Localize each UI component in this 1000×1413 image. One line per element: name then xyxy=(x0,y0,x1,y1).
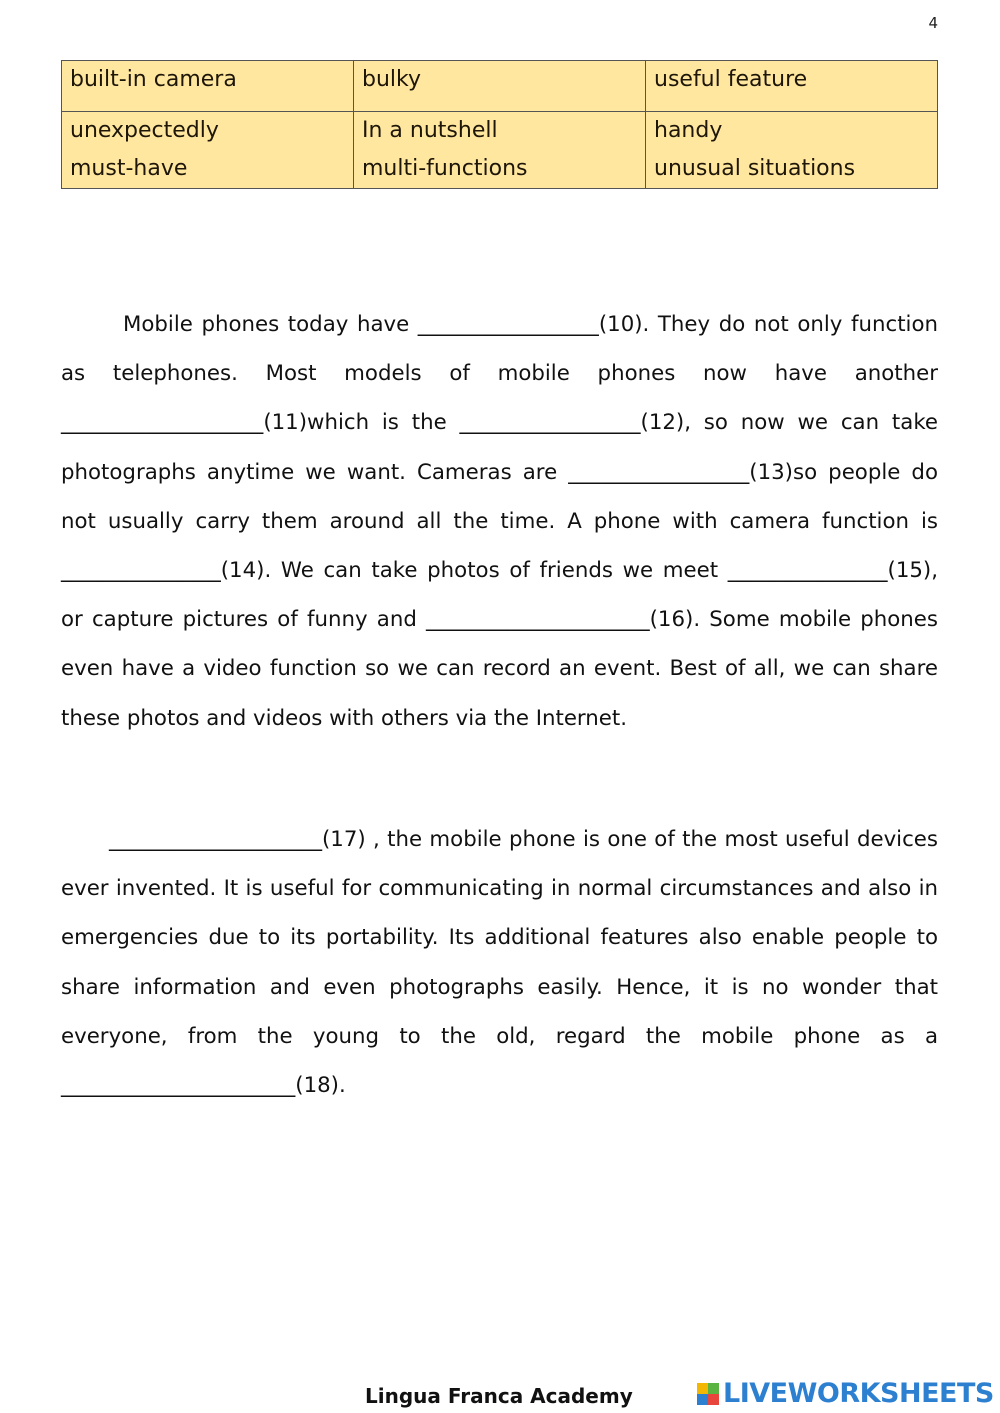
word-box-cell xyxy=(646,61,938,112)
word-box-word: built-in camera xyxy=(70,67,237,92)
word-box-word: multi-functions xyxy=(362,156,528,181)
word-box-word: bulky xyxy=(362,67,421,92)
word-box-cell xyxy=(354,61,646,112)
passage-paragraph-2 xyxy=(61,815,938,1110)
word-box-word: unusual situations xyxy=(654,156,856,181)
footer-academy-name: Lingua Franca Academy xyxy=(365,1384,633,1408)
word-box-cell xyxy=(354,112,646,189)
word-box-word: useful feature xyxy=(654,67,808,92)
word-box-row xyxy=(62,61,938,112)
word-box-word: unexpectedly xyxy=(70,118,219,143)
word-box-word: handy xyxy=(654,118,723,143)
page-number: 4 xyxy=(928,14,938,32)
logo-square xyxy=(708,1383,719,1394)
word-box-cell xyxy=(62,112,354,189)
word-box-cell xyxy=(62,61,354,112)
word-box-word: must-have xyxy=(70,156,188,181)
liveworksheets-brand[interactable] xyxy=(697,1378,994,1409)
word-box xyxy=(61,60,938,189)
logo-square xyxy=(697,1394,708,1405)
liveworksheets-logo-icon xyxy=(697,1383,719,1405)
passage-paragraph-1-text: Mobile phones today have _________________(10). They do not only function as telephones. Most models of mobile phones now have another ___________________(11)which is the _________________(12), so now we can take photographs anytime we want. Cameras are _________________(13)so people do not usually carry them around all the time. A phone with camera function is _______________(14). We can take photos of friends we meet _______________(15), or capture pictures of funny and _____________________(16). Some mobile phones even have a video function so we can record an event. Best of all, we can share these photos and videos with others via the Internet. xyxy=(61,312,938,731)
logo-square xyxy=(697,1383,708,1394)
logo-square xyxy=(708,1394,719,1405)
word-box-word: In a nutshell xyxy=(362,118,498,143)
passage-paragraph-1 xyxy=(61,300,938,743)
liveworksheets-wordmark: LIVEWORKSHEETS xyxy=(723,1378,994,1409)
word-box-row xyxy=(62,112,938,189)
passage-paragraph-2-text: ____________________(17) , the mobile phone is one of the most useful devices ever invented. It is useful for communicating in normal circumstances and also in emergencies due to its portability. Its additional features also enable people to share information and even photographs easily. Hence, it is no wonder that everyone, from the young to the old, regard the mobile phone as a ______________________(18). xyxy=(61,827,938,1099)
word-box-cell xyxy=(646,112,938,189)
